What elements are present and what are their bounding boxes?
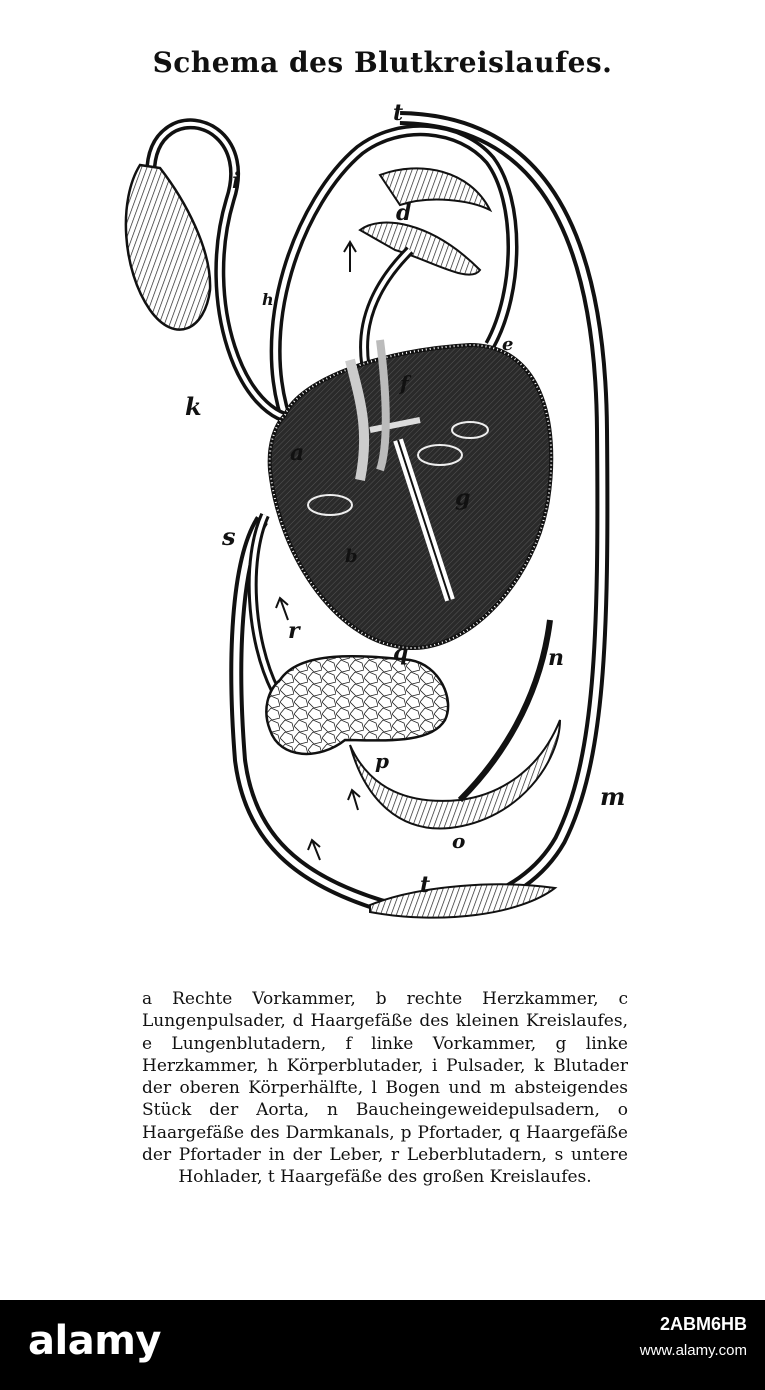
label-d: d	[396, 200, 412, 226]
label-t-top: t	[393, 100, 404, 126]
label-o: o	[452, 829, 466, 853]
circulation-diagram	[0, 80, 765, 980]
label-a: a	[290, 440, 305, 466]
watermark-bar	[0, 1300, 765, 1390]
figure-title: Schema des Blutkreislaufes.	[152, 46, 613, 79]
label-i: i	[232, 168, 241, 194]
brand-logo: alamy	[28, 1318, 161, 1364]
label-q: q	[393, 640, 409, 666]
site-url: www.alamy.com	[639, 1342, 747, 1359]
lower-body-capillary-bed	[370, 884, 555, 917]
label-m: m	[600, 782, 626, 811]
label-p: p	[375, 749, 389, 773]
label-n: n	[548, 645, 564, 671]
label-f: f	[400, 371, 409, 395]
head-capillary-bed	[126, 165, 210, 330]
label-t-bottom: t	[420, 872, 431, 898]
label-h: h	[262, 290, 274, 309]
label-r: r	[288, 618, 300, 644]
label-s: s	[222, 522, 236, 551]
legend-caption: a Rechte Vorkammer, b rechte Herzkammer, c Lungenpulsader, d Haargefäße des kleinen Kreislaufes, e Lungenblutadern, f linke Vorkammer, g linke Herzkammer, h Körperblutader, i Pulsader, k Blutader der oberen Körperhälfte, l Bogen und m absteigendes Stück der Aorta, n Baucheingeweidepulsadern, o Haargefäße des Darmkanals, p Pfortader, q Haargefäße der Pfortader in der Leber, r Leberblutadern, s untere Hohlader, t Haargefäße des großen Kreislaufes.	[142, 989, 628, 1188]
label-b: b	[345, 546, 358, 567]
label-k: k	[185, 392, 202, 421]
liver-capillary-bed	[266, 656, 448, 754]
image-id: 2ABM6HB	[659, 1314, 747, 1334]
label-g: g	[455, 485, 471, 511]
label-e: e	[502, 334, 514, 355]
heart	[270, 345, 552, 648]
